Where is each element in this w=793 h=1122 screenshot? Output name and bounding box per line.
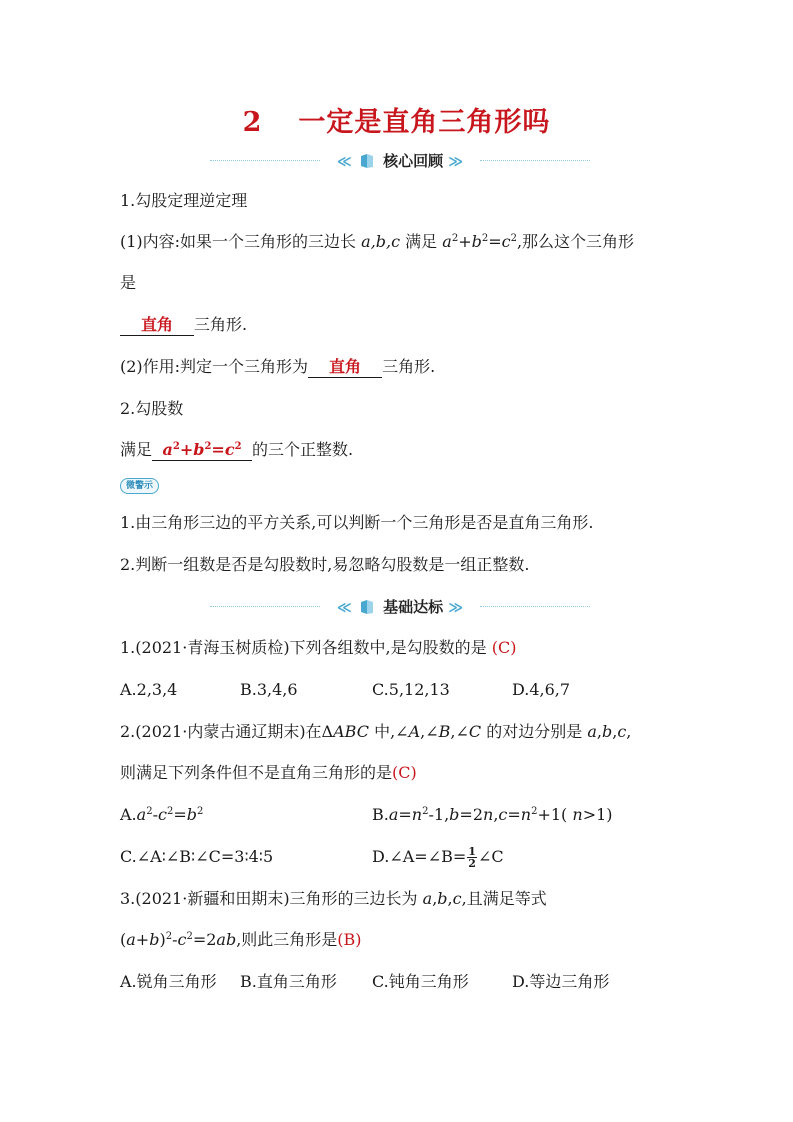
double-chevron-right-icon: ≫ [448,154,464,170]
question-2-option-b: $B.a=n^2-1,b=2n,c=n^2+1$( n>1) [372,805,613,824]
section-header-review [210,150,590,172]
question-1-option-d: D.4,6,7 [512,680,571,699]
fraction: $\frac{1}{2}$ [468,845,476,870]
page-title [0,100,793,139]
question-2-stem-line2: 则满足下列条件但不是直角三角形的是(C) [120,763,417,782]
question-1-option-c: C.5,12,13 [372,680,450,699]
divider [210,160,320,161]
divider [210,606,320,607]
section-header-basic [210,596,590,618]
question-2-option-c: C.∠A∶∠B∶∠C=3∶4∶5 [120,847,274,866]
review-item-2: (2)作用:判定一个三角形为 直角 三角形. [120,357,436,376]
review-item-1: (1)内容:如果一个三角形的三边长 a,b,c 满足 $a^2+b^2=c^2$,那么这个三角形 [120,232,635,251]
answer-blank: 直角 [308,357,382,378]
question-3-option-c: C.钝角三角形 [372,972,469,991]
question-3-answer: (B) [337,930,362,949]
lesson-title: 一定是直角三角形吗 [298,107,551,138]
tip-item-1: 1.由三角形三边的平方关系,可以判断一个三角形是否是直角三角形. [120,513,594,532]
double-chevron-left-icon: ≪ [336,600,352,616]
tip-item-2: 2.判断一组数是否是勾股数时,易忽略勾股数是一组正整数. [120,555,530,574]
question-1-answer: (C) [491,638,517,657]
review-item-1-answer-line: 直角 三角形. [120,314,247,336]
review-heading-2: 2.勾股数 [120,399,184,418]
question-2-option-a: $A.a^2-c^2=b^2$ [120,805,204,824]
answer-blank: $a^2+b^2=c^2$ [152,440,252,461]
question-1-stem: 1.(2021·青海玉树质检)下列各组数中,是勾股数的是 (C) [120,638,517,657]
tip-badge: 微警示 [120,478,159,494]
question-3-option-b: B.直角三角形 [240,972,337,991]
question-2-option-d: D.∠A=∠B= $\frac{1}{2}$ ∠C [372,845,504,870]
question-2-answer: (C) [392,763,417,782]
answer-blank: 直角 [120,315,194,336]
question-3-option-a: A.锐角三角形 [120,972,217,991]
review-item-1-cont: 是 [120,273,137,292]
review-heading-1: 1.勾股定理逆定理 [120,191,248,210]
question-2-stem: 2.(2021·内蒙古通辽期末)在ΔABC 中,∠A,∠B,∠C 的对边分别是 a,b,c, [120,722,632,741]
book-icon [360,153,374,169]
book-icon [360,599,374,615]
section-title-basic: 基础达标 [383,598,444,616]
divider [480,160,590,161]
question-3-option-d: D.等边三角形 [512,972,610,991]
question-3-stem: 3.(2021·新疆和田期末)三角形的三边长为 a,b,c,且满足等式 [120,889,547,908]
review-item-3: 满足 $a^2+b^2=c^2$ 的三个正整数. [120,440,354,459]
divider [480,606,590,607]
question-1-option-b: B.3,4,6 [240,680,298,699]
double-chevron-left-icon: ≪ [336,154,352,170]
section-title-review: 核心回顾 [383,152,444,170]
question-3-stem-line2: $(a+b)^2-c^2=2ab$,则此三角形是(B) [120,930,362,949]
lesson-number: 2 [242,107,263,138]
double-chevron-right-icon: ≫ [448,600,464,616]
question-1-option-a: A.2,3,4 [120,680,178,699]
